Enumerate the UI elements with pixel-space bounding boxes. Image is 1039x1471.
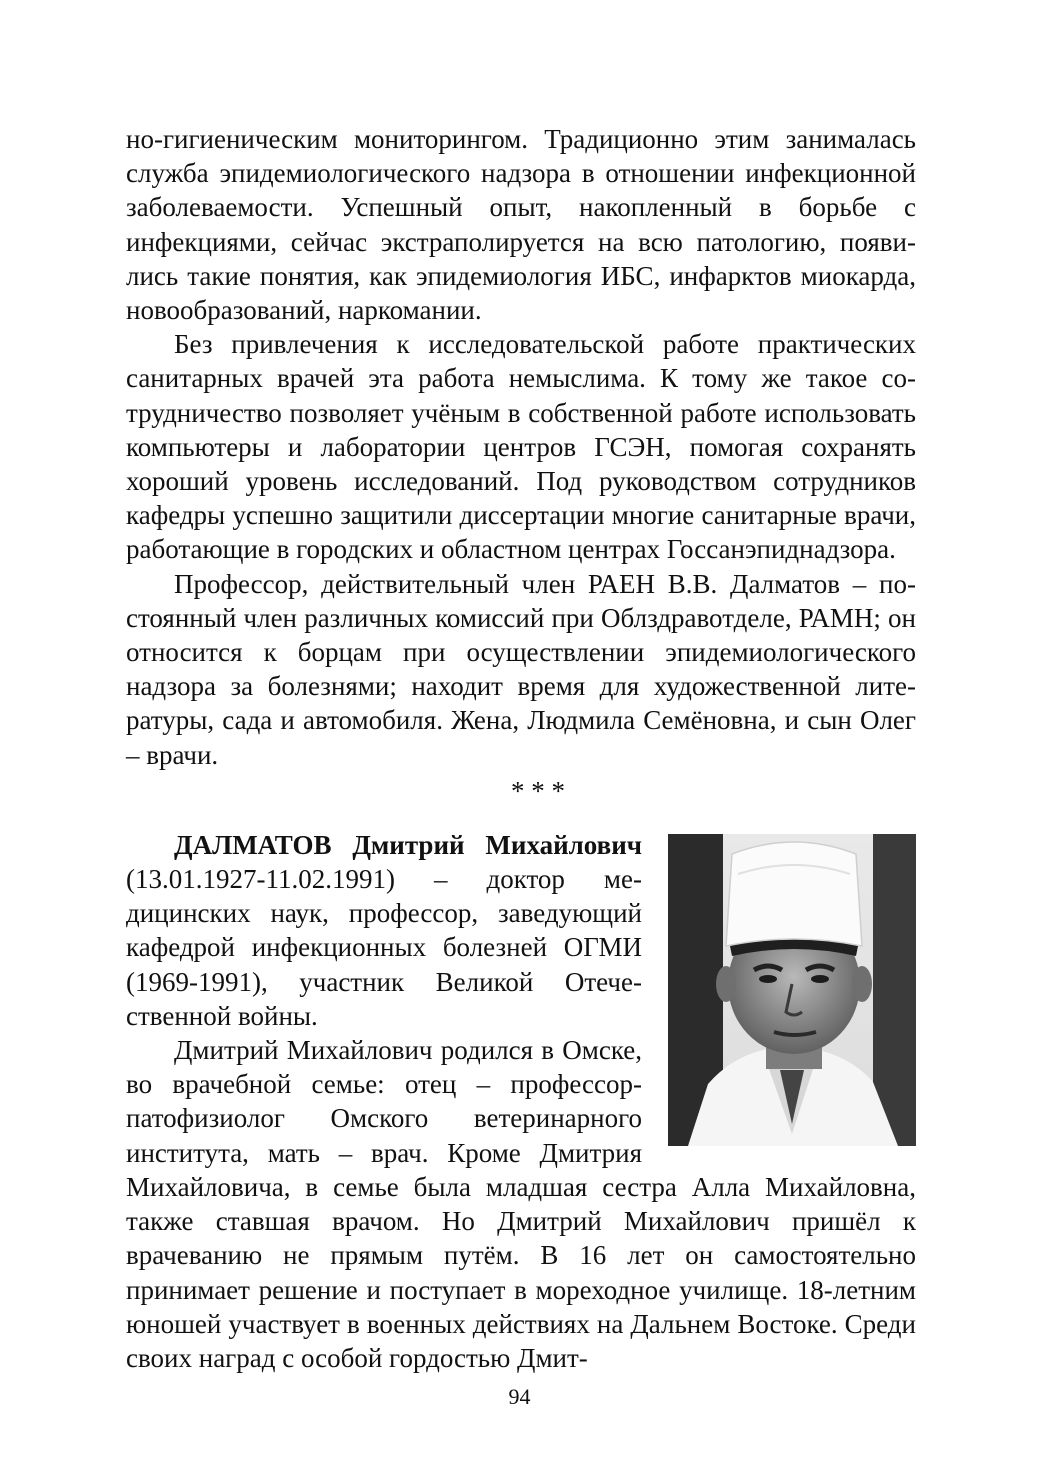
portrait-photo (668, 834, 916, 1146)
bio-intro-text: (13.01.1927-11.02.1991) – доктор медицинских наук, профессор, заведующий кафедрой инфекционных болезней ОГМИ (1969-1991), участник Великой Отечественной войны. (126, 864, 642, 1031)
bio-paragraph: Дмитрий Михайлович родился в Омске, во врачебной семье: отец – профессор-патофизиолог Омского ветеринарного института, мать – врач. Кроме Дмитрия Михайловича, в семье была младшая сестра Алла Михайловна, также ставшая врачом. Но Дмитрий Михайлович пришёл к врачеванию не прямым путём. В 16 лет он самостоятельно принимает решение и поступает в мореходное училище. 18-летним юношей участвует в военных действиях на Дальнем Востоке. Среди своих наград с особой гордостью Дмит- (126, 1035, 916, 1373)
biography-section (126, 828, 916, 1375)
section-separator: * * * (511, 775, 565, 806)
paragraph-3: Профессор, действительный член РАЕН В.В. Далматов – постоянный член различных комиссий при Облздравотделе, РАМН; он относится к борцам при осуществлении эпидемиологического надзора за болезнями; находит время для художественной литературы, сада и автомобиля. Жена, Людмила Семёновна, и сын Олег – врачи. (126, 568, 916, 770)
paragraph-2: Без привлечения к исследовательской работе практических санитарных врачей эта работа немыслима. К тому же такое сотрудничество позволяет учёным в собственной работе использовать компьютеры и лаборатории центров ГСЭН, помогая сохранять хороший уровень исследований. Под руководством сотрудников кафедры успешно защитили диссертации многие санитарные врачи, работающие в городских и областном центрах Госсанэпиднадзора. (126, 329, 916, 565)
person-name: ДАЛМАТОВ Дмитрий Михайлович (174, 829, 642, 860)
page-number: 94 (508, 1384, 531, 1409)
paragraph-1: но-гигиеническим мониторингом. Традиционно этим занималась служба эпидемиологического надзора в отношении инфекционной заболеваемости. Успешный опыт, накопленный в борьбе с инфекциями, сейчас экстраполируется на всю патологию, появились такие понятия, как эпидемиология ИБС, инфарктов миокарда, новообразований, наркомании. (126, 124, 916, 326)
page-content (126, 122, 916, 1375)
